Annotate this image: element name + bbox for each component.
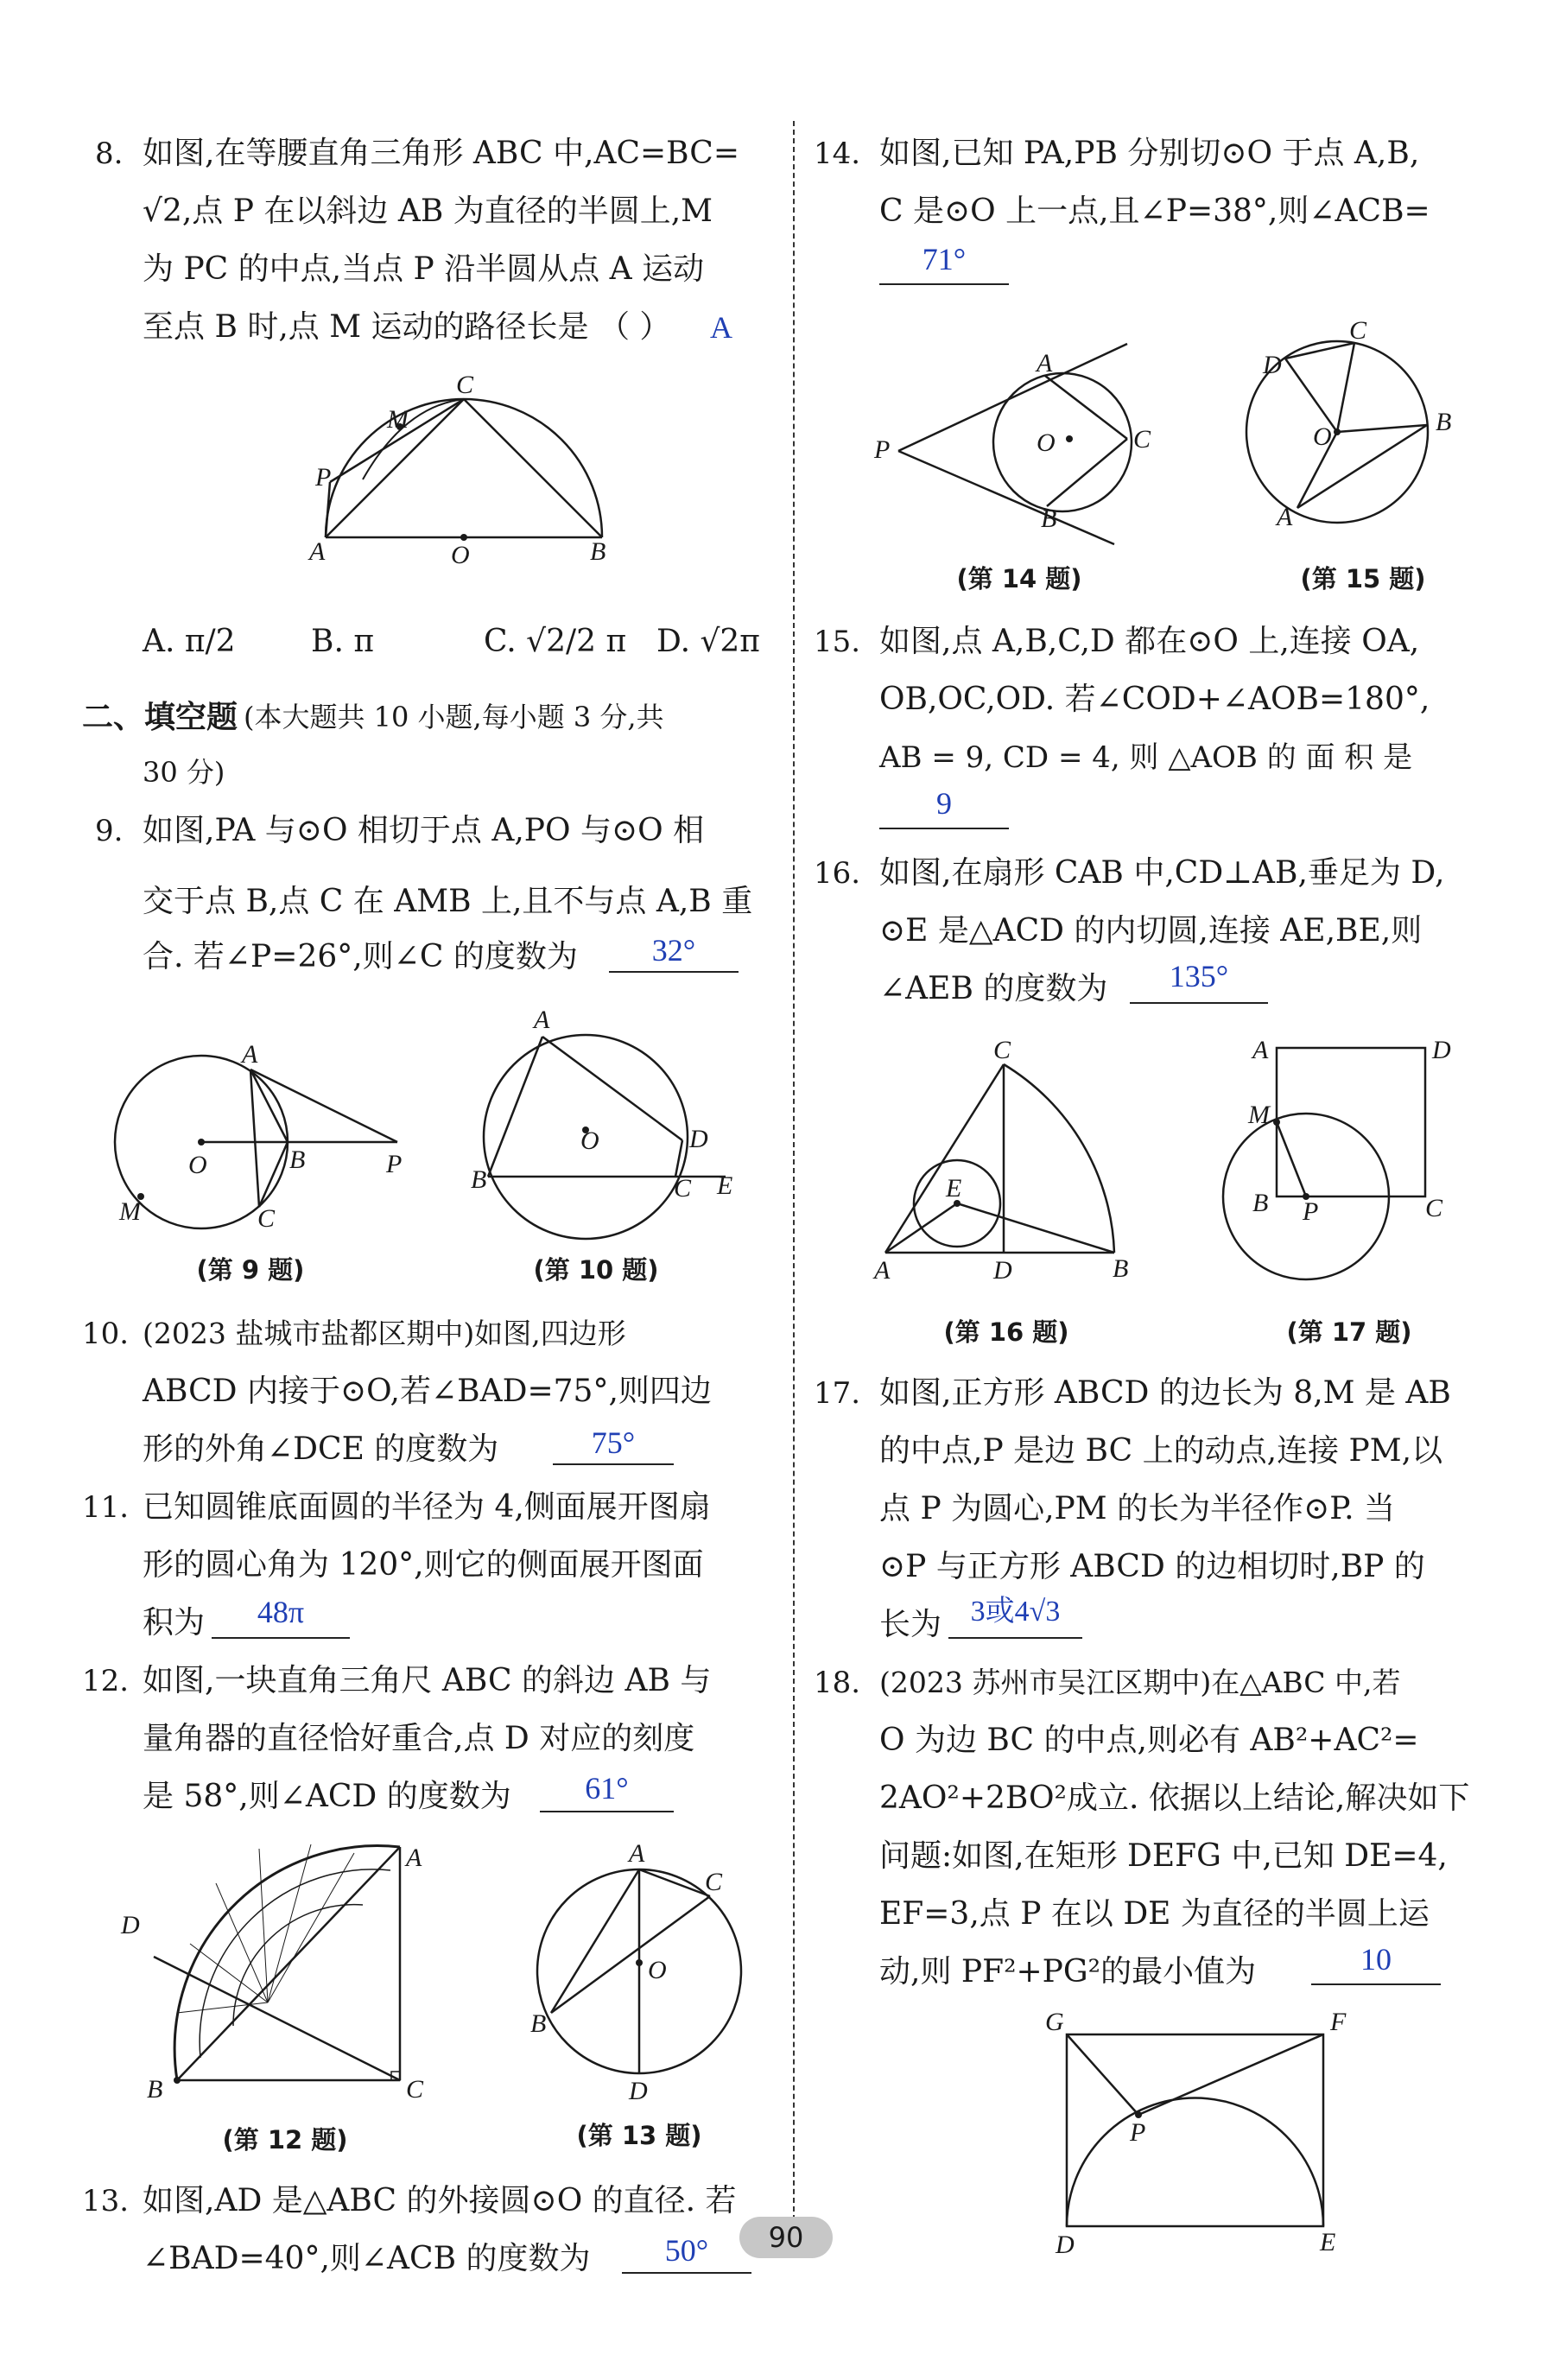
q16-label-e: E	[946, 1174, 962, 1203]
q18-line6: 动,则 PF²+PG²的最小值为	[879, 1954, 1257, 1990]
q15-blank	[879, 828, 1009, 829]
q11-line3: 积为	[143, 1605, 206, 1641]
q16-figure	[885, 1064, 1114, 1253]
q9-label-p: P	[386, 1150, 403, 1178]
q8-label-b: B	[590, 537, 606, 566]
q17-line3: 点 P 为圆心,PM 的长为半径作⊙P. 当	[879, 1491, 1396, 1526]
q12-line3: 是 58°,则∠ACD 的度数为	[143, 1779, 511, 1814]
q15-label-d: D	[1263, 351, 1282, 379]
q14-line2: C 是⊙O 上一点,且∠P=38°,则∠ACB=	[879, 194, 1430, 229]
q17-blank	[948, 1637, 1082, 1639]
q11-number: 11.	[82, 1490, 130, 1525]
q8-option-b: B. π	[311, 624, 375, 659]
q14-line1: 如图,已知 PA,PB 分别切⊙O 于点 A,B,	[879, 136, 1420, 171]
q17-label-a: A	[1252, 1036, 1269, 1064]
q17-label-c: C	[1425, 1194, 1443, 1222]
q18-label-f: F	[1330, 2008, 1347, 2036]
q11-line1: 已知圆锥底面圆的半径为 4,侧面展开图扇	[143, 1489, 711, 1525]
q8-line3: 为 PC 的中点,当点 P 沿半圆从点 A 运动	[143, 251, 705, 287]
q12-label-b: B	[147, 2075, 163, 2104]
q8-label-p: P	[315, 463, 332, 492]
q16-line1: 如图,在扇形 CAB 中,CD⊥AB,垂足为 D,	[879, 855, 1445, 891]
q18-figure	[1067, 2034, 1323, 2226]
q8-line4: 至点 B 时,点 M 运动的路径长是 （ ）	[143, 309, 671, 345]
q8-label-m: M	[387, 405, 409, 434]
q14-label-o: O	[1037, 428, 1056, 457]
q13-line1: 如图,AD 是△ABC 的外接圆⊙O 的直径. 若	[143, 2183, 737, 2218]
q9-line2: 交于点 B,点 C 在 AMB 上,且不与点 A,B 重	[143, 884, 753, 919]
q13-label-c: C	[705, 1868, 723, 1896]
q14-label-c: C	[1133, 425, 1151, 454]
q18-line5: EF=3,点 P 在以 DE 为直径的半圆上运	[879, 1896, 1430, 1932]
q9-answer: 32°	[651, 933, 696, 968]
q17-line2: 的中点,P 是边 BC 上的动点,连接 PM,以	[879, 1433, 1443, 1469]
q13-label-d: D	[629, 2077, 648, 2105]
q9-line1: 如图,PA 与⊙O 相切于点 A,PO 与⊙O 相	[143, 813, 705, 848]
q12-answer: 61°	[585, 1771, 629, 1806]
q16-label-a: A	[874, 1256, 891, 1285]
q14-number: 14.	[814, 136, 861, 171]
q10-label-b: B	[471, 1165, 487, 1194]
q17-label-m: M	[1248, 1101, 1270, 1129]
q15-number: 15.	[814, 625, 861, 659]
q8-label-a: A	[309, 537, 326, 566]
q8-label-o: O	[451, 541, 470, 569]
q15-answer: 9	[936, 786, 952, 821]
q16-line2: ⊙E 是△ACD 的内切圆,连接 AE,BE,则	[879, 913, 1423, 949]
q12-number: 12.	[82, 1664, 130, 1698]
q18-label-e: E	[1320, 2228, 1336, 2256]
q10-line3: 形的外角∠DCE 的度数为	[143, 1431, 499, 1467]
q10-label-o: O	[580, 1127, 599, 1155]
q10-line2: ABCD 内接于⊙O,若∠BAD=75°,则四边	[143, 1374, 712, 1409]
q17-figure	[1223, 1048, 1425, 1279]
q15-line3: AB = 9, CD = 4, 则 △AOB 的 面 积 是	[879, 740, 1413, 775]
q11-answer: 48π	[257, 1595, 305, 1629]
q16-line3: ∠AEB 的度数为	[879, 971, 1108, 1006]
q17-label-b: B	[1252, 1189, 1269, 1217]
q18-line2: O 为边 BC 的中点,则必有 AB²+AC²=	[879, 1723, 1419, 1758]
q9-label-m: M	[119, 1197, 141, 1226]
q15-label-b: B	[1436, 408, 1452, 436]
q8-label-c: C	[456, 371, 474, 399]
q8-option-a: A. π/2	[143, 624, 236, 659]
q18-answer: 10	[1360, 1942, 1392, 1977]
q16-number: 16.	[814, 856, 861, 891]
q14-caption: (第 14 题)	[956, 564, 1082, 593]
q10-label-e: E	[717, 1171, 733, 1200]
q17-answer: 3或4√3	[970, 1596, 1061, 1628]
q16-answer: 135°	[1169, 959, 1229, 993]
q15-line1: 如图,点 A,B,C,D 都在⊙O 上,连接 OA,	[879, 624, 1420, 659]
q13-line2: ∠BAD=40°,则∠ACB 的度数为	[143, 2241, 591, 2276]
q15-center-dot	[1334, 428, 1341, 435]
q9-label-a: A	[242, 1040, 258, 1069]
q18-line1: (2023 苏州市吴江区期中)在△ABC 中,若	[879, 1666, 1401, 1699]
q8-line2: √2,点 P 在以斜边 AB 为直径的半圆上,M	[143, 194, 713, 229]
q16-label-b: B	[1113, 1254, 1129, 1283]
q17-line1: 如图,正方形 ABCD 的边长为 8,M 是 AB	[879, 1375, 1451, 1411]
q18-line4: 问题:如图,在矩形 DEFG 中,已知 DE=4,	[879, 1838, 1448, 1874]
q10-label-a: A	[534, 1006, 550, 1034]
q8-line1: 如图,在等腰直角三角形 ABC 中,AC=BC=	[143, 136, 739, 171]
q10-number: 10.	[82, 1317, 130, 1351]
q18-label-p: P	[1130, 2118, 1146, 2147]
q17-number: 17.	[814, 1376, 861, 1411]
q9-label-b: B	[289, 1146, 306, 1174]
q14-label-a: A	[1037, 349, 1053, 378]
q15-label-o: O	[1313, 422, 1332, 451]
q13-number: 13.	[82, 2184, 130, 2218]
q14-center-dot	[1066, 435, 1073, 442]
q15-label-c: C	[1349, 316, 1367, 345]
q10-caption: (第 10 题)	[533, 1255, 659, 1285]
q14-label-b: B	[1041, 505, 1057, 533]
q17-label-p: P	[1303, 1197, 1319, 1226]
q17-label-d: D	[1432, 1036, 1451, 1064]
q9-number: 9.	[95, 814, 124, 848]
q16-label-c: C	[993, 1036, 1011, 1064]
q18-number: 18.	[814, 1666, 861, 1700]
q14-answer: 71°	[922, 242, 967, 276]
q18-label-d: D	[1056, 2231, 1075, 2259]
q15-caption: (第 15 题)	[1300, 564, 1426, 593]
q15-label-a: A	[1277, 503, 1293, 531]
q12-line1: 如图,一块直角三角尺 ABC 的斜边 AB 与	[143, 1663, 712, 1698]
q13-label-o: O	[648, 1956, 667, 1984]
q11-line2: 形的圆心角为 120°,则它的侧面展开图面	[143, 1547, 704, 1583]
q12-label-c: C	[406, 2075, 424, 2104]
q17-line5: 长为	[879, 1607, 942, 1642]
q18-line3: 2AO²+2BO²成立. 依据以上结论,解决如下	[879, 1780, 1470, 1816]
q9-label-o: O	[188, 1151, 207, 1179]
q16-blank	[1130, 1002, 1268, 1004]
section-note-2: 30 分)	[143, 756, 225, 789]
q12-line2: 量角器的直径恰好重合,点 D 对应的刻度	[143, 1721, 695, 1756]
q10-answer: 75°	[591, 1425, 636, 1460]
q18-label-g: G	[1045, 2008, 1064, 2036]
q9-label-c: C	[257, 1204, 276, 1233]
section-note: (本大题共 10 小题,每小题 3 分,共	[244, 701, 664, 733]
q13-caption: (第 13 题)	[576, 2121, 702, 2150]
q9-line3: 合. 若∠P=26°,则∠C 的度数为	[143, 939, 578, 974]
q8-answer: A	[710, 310, 732, 345]
q12-label-d: D	[121, 1911, 140, 1939]
q13-label-a: A	[629, 1839, 645, 1868]
q17-line4: ⊙P 与正方形 ABCD 的边相切时,BP 的	[879, 1549, 1425, 1584]
q18-p-dot	[1135, 2111, 1142, 2118]
q13-answer: 50°	[664, 2233, 709, 2268]
q12-caption: (第 12 题)	[222, 2125, 348, 2155]
q8-option-d: D. √2π	[656, 624, 760, 659]
q14-label-p: P	[874, 435, 891, 464]
q8-option-c: C. √2/2 π	[484, 624, 627, 659]
q10-label-c: C	[674, 1174, 692, 1203]
q8-number: 8.	[95, 136, 124, 171]
q15-line2: OB,OC,OD. 若∠COD+∠AOB=180°,	[879, 682, 1430, 717]
q13-label-b: B	[530, 2009, 547, 2038]
q14-figure	[898, 344, 1132, 544]
q16-caption: (第 16 题)	[943, 1317, 1069, 1347]
q10-line1: (2023 盐城市盐都区期中)如图,四边形	[143, 1317, 626, 1350]
q17-caption: (第 17 题)	[1286, 1317, 1412, 1347]
section-title: 二、填空题	[82, 699, 238, 735]
q17-m-dot	[1273, 1119, 1280, 1126]
q18-blank	[1311, 1983, 1441, 1985]
q12-label-a: A	[406, 1844, 422, 1872]
q9-caption: (第 9 题)	[196, 1255, 305, 1285]
page-number: 90	[739, 2217, 833, 2258]
q10-label-d: D	[689, 1125, 708, 1153]
q16-label-d: D	[993, 1256, 1012, 1285]
